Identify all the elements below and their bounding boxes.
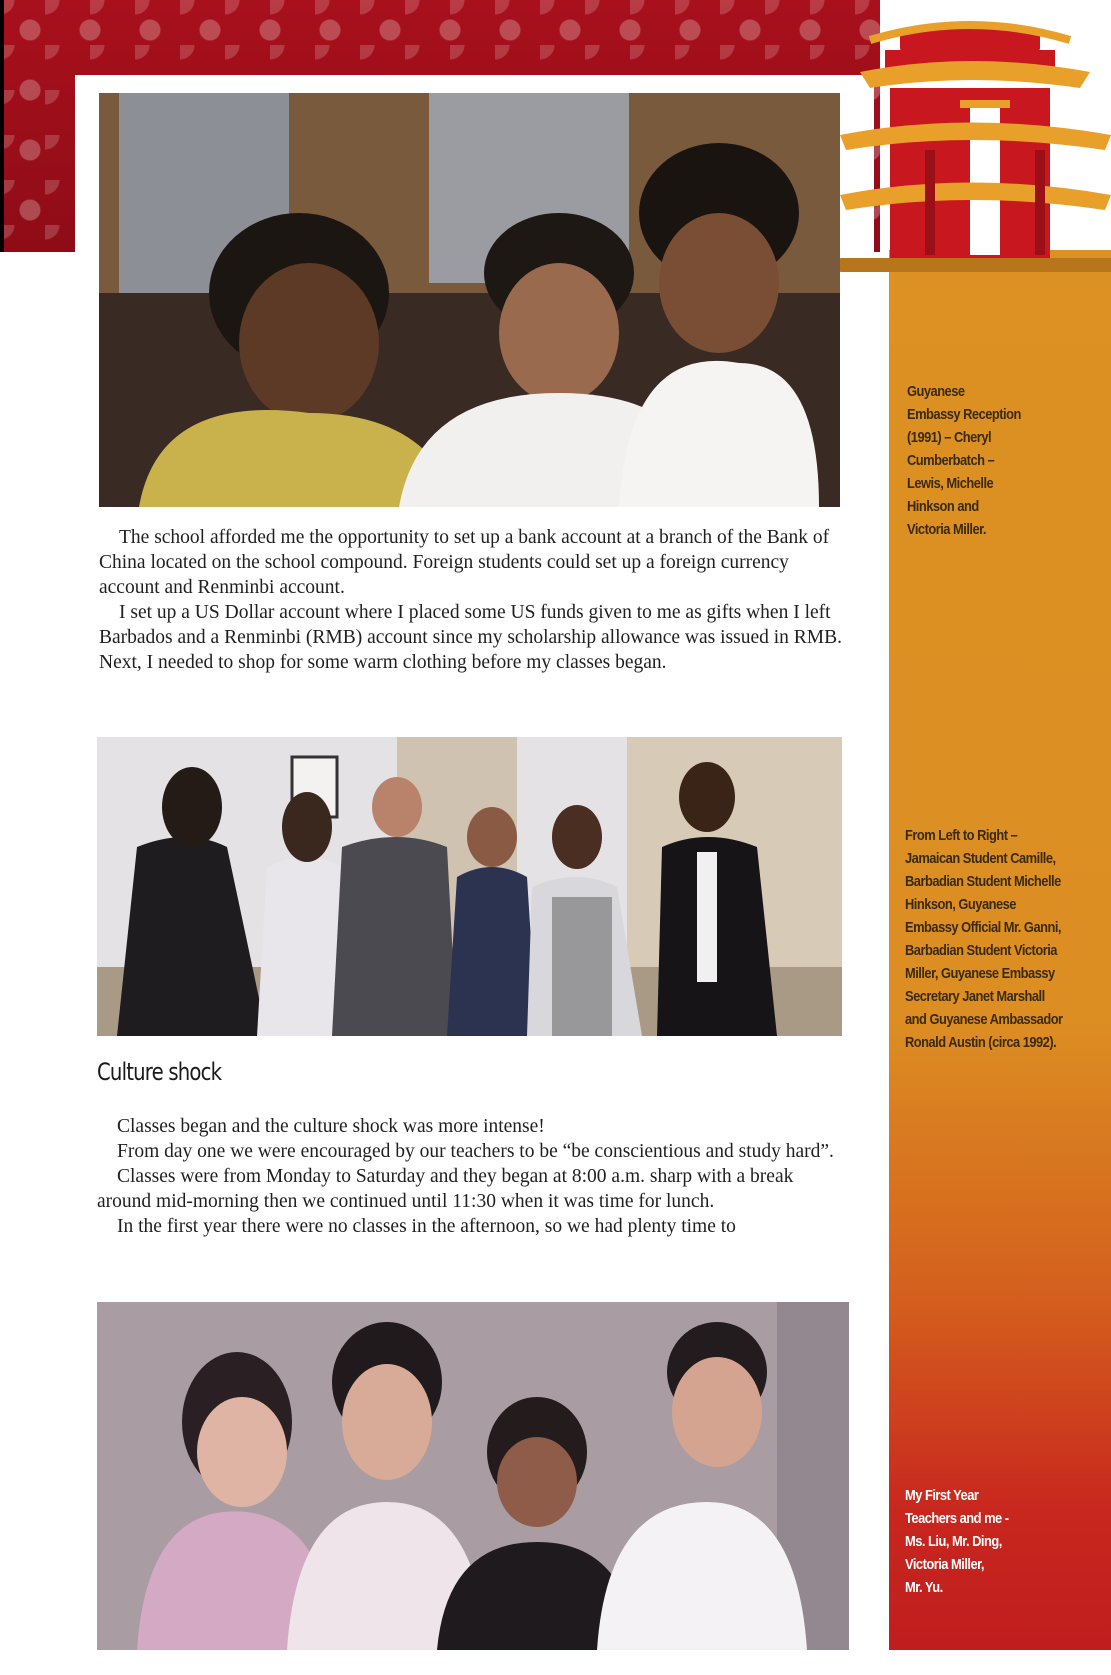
paragraph-bank-account: The school afforded me the opportunity to set up a bank account at a branch of the Bank of China located on the school compound. Foreign students could set up a foreign currency account and Renminbi account.: [99, 527, 830, 598]
body-text-culture-shock: [97, 1114, 842, 1239]
paragraph-classes-began: Classes began and the culture shock was more intense!: [117, 1116, 545, 1137]
caption-line: My First Year: [905, 1487, 979, 1504]
section-heading: Culture shock: [97, 1058, 222, 1086]
caption-line: Victoria Miller,: [905, 1556, 984, 1573]
caption-line: Barbadian Student Michelle: [905, 873, 1061, 890]
caption-line: Teachers and me -: [905, 1510, 1009, 1527]
caption-line: From Left to Right –: [905, 827, 1018, 844]
caption-photo-3: [905, 1484, 1009, 1599]
caption-line: Ronald Austin (circa 1992).: [905, 1034, 1057, 1051]
caption-line: Cumberbatch –: [907, 452, 995, 469]
caption-line: Miller, Guyanese Embassy: [905, 965, 1055, 982]
caption-line: Hinkson and: [907, 498, 979, 515]
paragraph-schedule: Classes were from Monday to Saturday and they began at 8:00 a.m. sharp with a break around mid-morning then we continued until 11:30 when it was time for lunch.: [97, 1166, 794, 1212]
caption-line: Ms. Liu, Mr. Ding,: [905, 1533, 1002, 1550]
body-text-banking: [99, 525, 844, 675]
caption-line: (1991) – Cheryl: [907, 429, 992, 446]
caption-line: Victoria Miller.: [907, 521, 986, 538]
photo-group-embassy: [97, 737, 842, 1036]
paragraph-first-year: In the first year there were no classes in the afternoon, so we had plenty time to: [117, 1216, 736, 1237]
paragraph-encouraged: From day one we were encouraged by our teachers to be “be conscientious and study hard”.: [117, 1141, 834, 1162]
caption-line: Lewis, Michelle: [907, 475, 994, 492]
caption-line: and Guyanese Ambassador: [905, 1011, 1063, 1028]
caption-photo-2: [905, 824, 1063, 1054]
caption-line: Secretary Janet Marshall: [905, 988, 1045, 1005]
caption-line: Mr. Yu.: [905, 1579, 943, 1596]
pagoda-illustration: [840, 10, 1111, 280]
caption-line: Jamaican Student Camille,: [905, 850, 1056, 867]
caption-line: Barbadian Student Victoria: [905, 942, 1057, 959]
banner-edge: [0, 0, 4, 252]
photo-embassy-reception: [99, 93, 840, 507]
caption-line: Guyanese: [907, 383, 965, 400]
caption-line: Embassy Official Mr. Ganni,: [905, 919, 1061, 936]
paragraph-dollar-account: I set up a US Dollar account where I placed some US funds given to me as gifts when I left Barbados and a Renminbi (RMB) account since my scholarship allowance was issued in RMB. Next, I needed to shop for some warm clothing before my classes began.: [99, 602, 843, 673]
caption-photo-1: [907, 380, 1021, 541]
caption-line: Embassy Reception: [907, 406, 1021, 423]
caption-line: Hinkson, Guyanese: [905, 896, 1016, 913]
photo-teachers: [97, 1302, 849, 1650]
